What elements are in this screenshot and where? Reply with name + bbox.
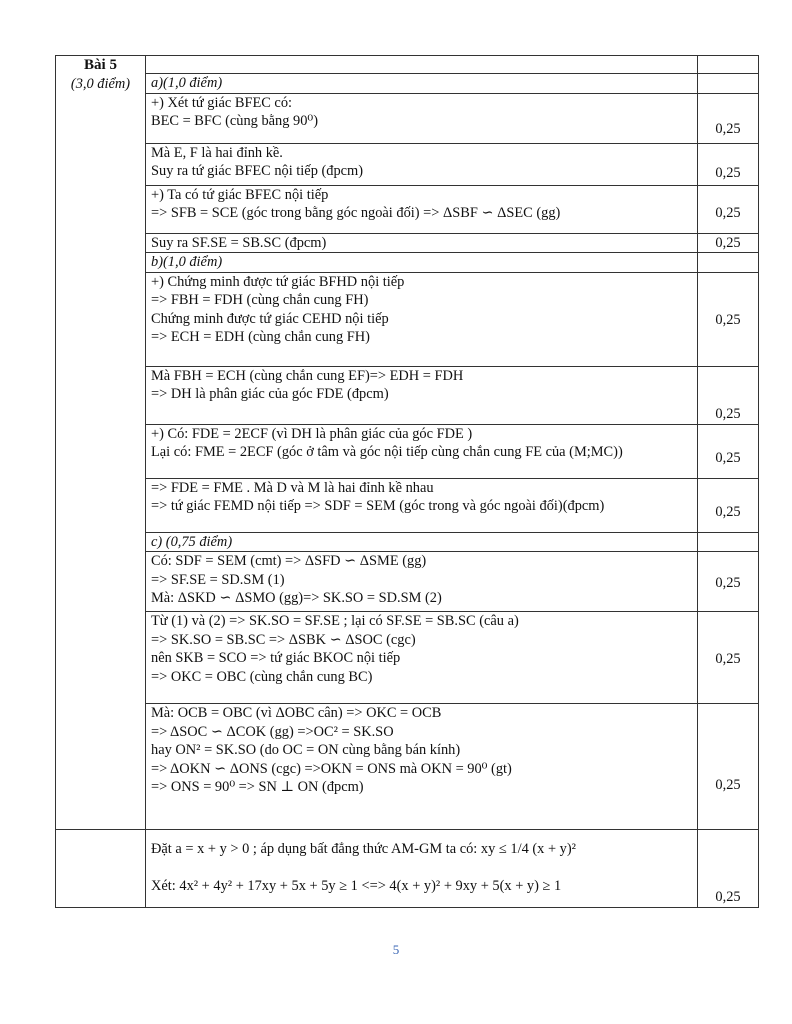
solution-cell [146, 233, 698, 253]
section-points: (3,0 điểm) [70, 75, 131, 92]
score-cell [698, 253, 759, 273]
score-cell [698, 185, 759, 233]
solution-line: => ONS = 90⁰ => SN ⊥ ON (đpcm) [151, 779, 364, 795]
solution-cell [146, 56, 698, 74]
score-value: 0,25 [715, 234, 741, 251]
solution-cell [146, 424, 698, 478]
solution-line: Mà E, F là hai đỉnh kề. [151, 144, 283, 161]
score-cell [698, 478, 759, 532]
solution-line: => ΔSOC ∽ ΔCOK (gg) =>OC² = SK.SO [151, 723, 394, 740]
solution-line: nên SKB = SCO => tứ giác BKOC nội tiếp [151, 650, 401, 666]
score-value: 0,25 [715, 449, 741, 466]
solution-line: Có: SDF = SEM (cmt) => ΔSFD ∽ ΔSME (gg) [151, 553, 427, 569]
solution-cell [146, 552, 698, 612]
score-value: 0,25 [715, 777, 741, 793]
score-cell [698, 704, 759, 830]
score-value: 0,25 [715, 164, 741, 181]
table-row [56, 93, 759, 143]
score-cell [698, 830, 759, 908]
table-row [56, 143, 759, 185]
table-row [56, 424, 759, 478]
table-row [56, 272, 759, 366]
solution-cell [146, 478, 698, 532]
solution-line: => tứ giác FEMD nội tiếp => SDF = SEM (góc trong và góc ngoài đối)(đpcm) [151, 498, 605, 514]
solution-cell [146, 93, 698, 143]
solution-line: => FDE = FME . Mà D và M là hai đỉnh kề nhau [151, 479, 434, 496]
solution-line: a)(1,0 điểm) [151, 75, 223, 91]
solution-line: => DH là phân giác của góc FDE (đpcm) [151, 386, 389, 402]
score-cell [698, 552, 759, 612]
score-value: 0,25 [715, 503, 741, 520]
solution-line: Xét: 4x² + 4y² + 17xy + 5x + 5y ≥ 1 <=> 4(x + y)² + 9xy + 5(x + y) ≥ 1 [151, 877, 562, 894]
section-label-cell [56, 56, 146, 830]
table-row [56, 552, 759, 612]
solution-line: => ECH = EDH (cùng chắn cung FH) [151, 329, 370, 345]
table-row [56, 830, 759, 908]
solution-line: => ΔOKN ∽ ΔONS (cgc) =>OKN = ONS mà OKN = 90⁰ (gt) [151, 760, 512, 777]
solution-line: +) Ta có tứ giác BFEC nội tiếp [151, 186, 329, 203]
score-value: 0,25 [715, 204, 741, 221]
score-cell [698, 366, 759, 424]
solution-cell [146, 74, 698, 94]
score-cell [698, 233, 759, 253]
solution-line: => SK.SO = SB.SC => ΔSBK ∽ ΔSOC (cgc) [151, 631, 416, 648]
score-value: 0,25 [715, 120, 741, 137]
score-cell [698, 56, 759, 74]
solution-line: => OKC = OBC (cùng chắn cung BC) [151, 668, 373, 685]
table-row [56, 74, 759, 94]
solution-cell [146, 830, 698, 908]
solution-line: BEC = BFC (cùng bằng 90⁰) [151, 113, 318, 129]
solution-cell [146, 253, 698, 273]
score-value: 0,25 [715, 311, 741, 328]
score-cell [698, 424, 759, 478]
solution-cell [146, 612, 698, 704]
page-number: 5 [392, 942, 400, 957]
answer-table [55, 55, 759, 908]
score-cell [698, 74, 759, 94]
solution-line: => FBH = FDH (cùng chắn cung FH) [151, 292, 369, 308]
score-value: 0,25 [715, 651, 741, 667]
table-row [56, 185, 759, 233]
solution-line: Mà: OCB = OBC (vì ΔOBC cân) => OKC = OCB [151, 705, 442, 721]
solution-line: Chứng minh được tứ giác CEHD nội tiếp [151, 310, 389, 327]
solution-line: Từ (1) và (2) => SK.SO = SF.SE ; lại có SF.SE = SB.SC (câu a) [151, 613, 519, 629]
solution-line: Suy ra SF.SE = SB.SC (đpcm) [151, 234, 327, 251]
solution-line: => SF.SE = SD.SM (1) [151, 571, 285, 588]
solution-line: Đặt a = x + y > 0 ; áp dụng bất đẳng thức AM-GM ta có: xy ≤ 1/4 (x + y)² [151, 841, 576, 857]
empty-section-cell [56, 830, 146, 908]
solution-line: b)(1,0 điểm) [151, 254, 223, 270]
section-title: Bài 5 [84, 57, 117, 73]
solution-line: Mà: ΔSKD ∽ ΔSMO (gg)=> SK.SO = SD.SM (2) [151, 590, 442, 606]
solution-line: +) Chứng minh được tứ giác BFHD nội tiếp [151, 273, 405, 290]
score-cell [698, 272, 759, 366]
score-cell [698, 93, 759, 143]
solution-cell [146, 704, 698, 830]
solution-line: +) Có: FDE = 2ECF (vì DH là phân giác của góc FDE ) [151, 425, 473, 442]
table-row [56, 478, 759, 532]
solution-cell [146, 366, 698, 424]
solution-cell [146, 143, 698, 185]
solution-line: c) (0,75 điểm) [151, 533, 233, 550]
table-row [56, 253, 759, 273]
table-row [56, 56, 759, 74]
table-row [56, 366, 759, 424]
solution-cell [146, 185, 698, 233]
solution-cell [146, 532, 698, 552]
solution-line: Mà FBH = ECH (cùng chắn cung EF)=> EDH = FDH [151, 367, 464, 384]
score-cell [698, 532, 759, 552]
score-value: 0,25 [715, 575, 741, 591]
score-cell [698, 612, 759, 704]
table-row [56, 532, 759, 552]
table-row [56, 704, 759, 830]
solution-line: +) Xét tứ giác BFEC có: [151, 94, 293, 111]
table-row [56, 233, 759, 253]
solution-line: hay ON² = SK.SO (do OC = ON cùng bằng bán kính) [151, 742, 461, 758]
solution-line: Suy ra tứ giác BFEC nội tiếp (đpcm) [151, 163, 364, 179]
score-value: 0,25 [715, 889, 741, 905]
score-value: 0,25 [715, 405, 741, 422]
solution-line: Lại có: FME = 2ECF (góc ở tâm và góc nội tiếp cùng chắn cung FE của (M;MC)) [151, 444, 623, 460]
table-row [56, 612, 759, 704]
solution-cell [146, 272, 698, 366]
solution-line: => SFB = SCE (góc trong bằng góc ngoài đối) => ΔSBF ∽ ΔSEC (gg) [151, 205, 561, 221]
score-cell [698, 143, 759, 185]
